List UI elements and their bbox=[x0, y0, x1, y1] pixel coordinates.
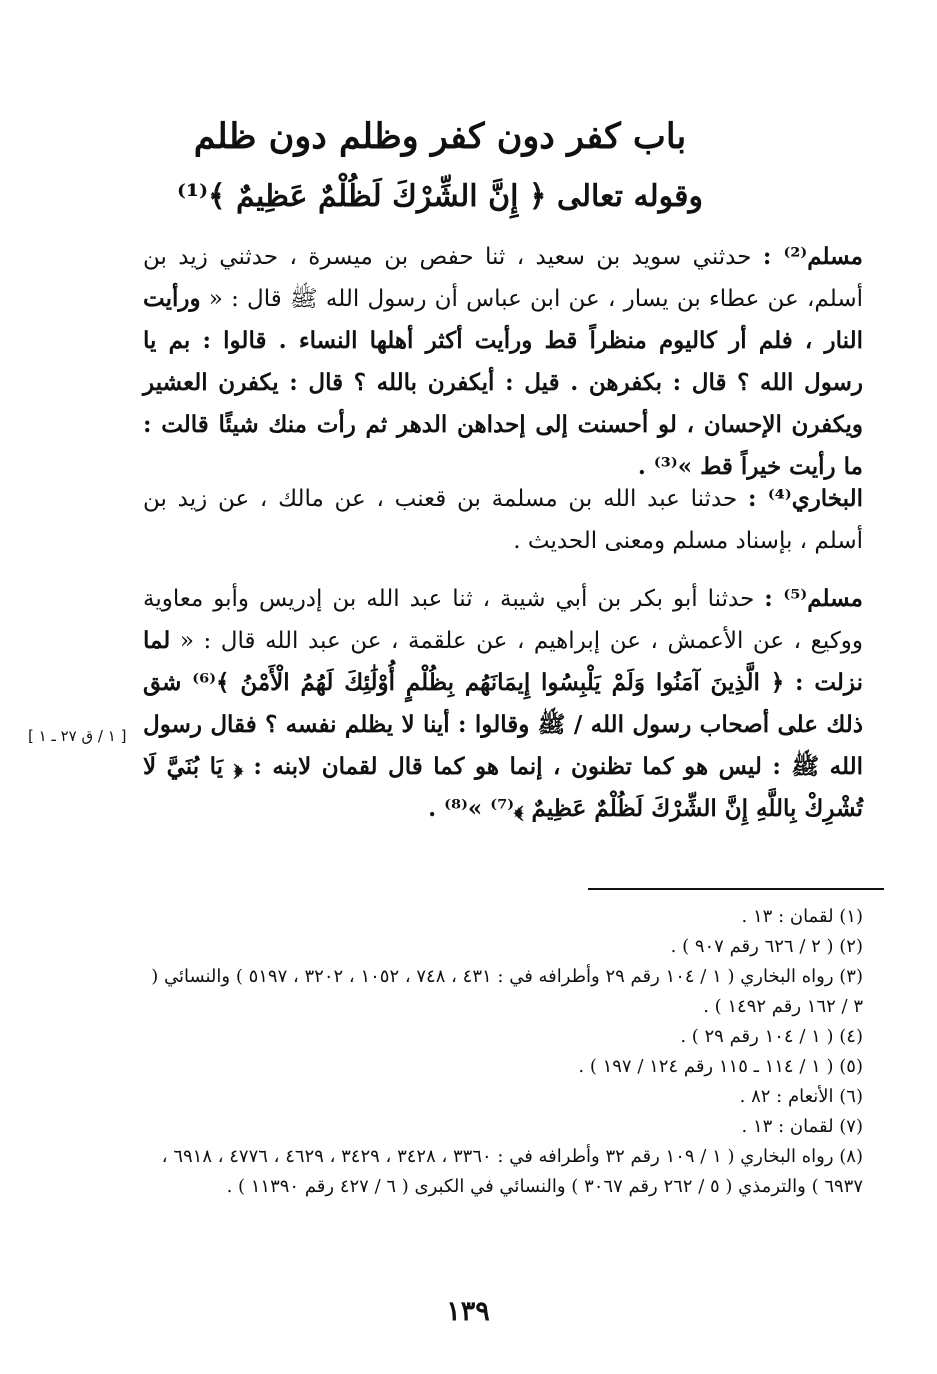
footnote: (١) لقمان : ١٣ . bbox=[741, 906, 863, 927]
matn-text: لما نزلت : ﴿ الَّذِينَ آمَنُوا وَلَمْ يَلْبِسُوا إِيمَانَهُم بِظُلْمٍ أُوْلَٰئِكَ لَهُمُ الْأَمْنُ ﴾⁽⁶⁾ شق ذلك على أصحاب رسول الله / ﷺ وقالوا : أينا لا يظلم نفسه ؟ فقال رسول الله ﷺ : ليس هو كما تظنون ، إنما هو كما قال لقمان لابنه : ﴿ يَا بُنَيَّ لَا تُشْرِكْ بِاللَّهِ إِنَّ الشِّرْكَ لَظُلْمٌ عَظِيمٌ ﴾⁽⁷⁾ »⁽⁸⁾ . bbox=[143, 627, 864, 822]
chapter-title: باب كفر دون كفر وظلم دون ظلم bbox=[193, 116, 687, 157]
footnote: (٣) رواه البخاري ( ١ / ١٠٤ رقم ٢٩ وأطرافه في : ٤٣١ ، ٧٤٨ ، ١٠٥٢ ، ٣٢٠٢ ، ٥١٩٧ ) والنسائي ( ٣ / ١٦٢ رقم ١٤٩٢ ) . bbox=[151, 966, 863, 1017]
footnote: (٧) لقمان : ١٣ . bbox=[741, 1116, 863, 1137]
footnote-divider bbox=[588, 888, 884, 890]
footnotes-list bbox=[143, 902, 863, 1202]
footnote: (٨) رواه البخاري ( ١ / ١٠٩ رقم ٣٢ وأطرافه في : ٣٣٦٠ ، ٣٤٢٨ ، ٣٤٢٩ ، ٤٦٢٩ ، ٤٧٧٦ ، ٦٩١٨ ، ٦٩٣٧ ) والترمذي ( ٥ / ٢٦٢ رقم ٣٠٦٧ ) والنسائي في الكبرى ( ٦ / ٤٢٧ رقم ١١٣٩٠ ) . bbox=[161, 1146, 863, 1197]
source-label: مسلم⁽⁵⁾ : bbox=[764, 585, 863, 612]
footnote: (٦) الأنعام : ٨٢ . bbox=[739, 1086, 863, 1107]
chapter-subtitle: وقوله تعالى ﴿ إِنَّ الشِّرْكَ لَظُلْمٌ عَظِيمٌ ﴾⁽¹⁾ bbox=[177, 179, 703, 214]
hadith-paragraph-1 bbox=[143, 236, 863, 488]
manuscript-margin-reference: [ ١ / ق ٢٧ ـ ١ ] bbox=[28, 727, 127, 745]
source-label: مسلم⁽²⁾ : bbox=[762, 243, 863, 270]
hadith-paragraph-3 bbox=[143, 578, 863, 830]
page-number: ١٣٩ bbox=[446, 1296, 490, 1327]
footnote: (٢) ( ٢ / ٦٢٦ رقم ٩٠٧ ) . bbox=[670, 936, 863, 957]
source-label: البخاري⁽⁴⁾ : bbox=[747, 485, 863, 512]
matn-text: ورأيت النار ، فلم أر كاليوم منظراً قط ورأيت أكثر أهلها النساء . قالوا : بم يا رسول الله ؟ قال : بكفرهن . قيل : أيكفرن بالله ؟ قال : يكفرن العشير ويكفرن الإحسان ، لو أحسنت إلى إحداهن الدهر ثم رأت منك شيئًا قالت : ما رأيت خيراً قط »⁽³⁾ . bbox=[143, 285, 863, 480]
isnad-text: حدثني سويد بن سعيد ، ثنا حفص بن ميسرة ، حدثني زيد بن أسلم، عن عطاء بن يسار ، عن ابن عباس أن رسول الله ﷺ قال : « bbox=[143, 244, 863, 312]
hadith-paragraph-2 bbox=[143, 478, 863, 562]
footnote: (٥) ( ١ / ١١٤ ـ ١١٥ رقم ١٢٤ / ١٩٧ ) . bbox=[578, 1056, 863, 1077]
isnad-text: حدثنا عبد الله بن مسلمة بن قعنب ، عن مالك ، عن زيد بن أسلم ، بإسناد مسلم ومعنى الحديث . bbox=[143, 486, 863, 554]
footnote: (٤) ( ١ / ١٠٤ رقم ٢٩ ) . bbox=[680, 1026, 863, 1047]
isnad-text: حدثنا أبو بكر بن أبي شيبة ، ثنا عبد الله بن إدريس وأبو معاوية ووكيع ، عن الأعمش ، عن إبراهيم ، عن علقمة ، عن عبد الله قال : « bbox=[143, 586, 863, 654]
